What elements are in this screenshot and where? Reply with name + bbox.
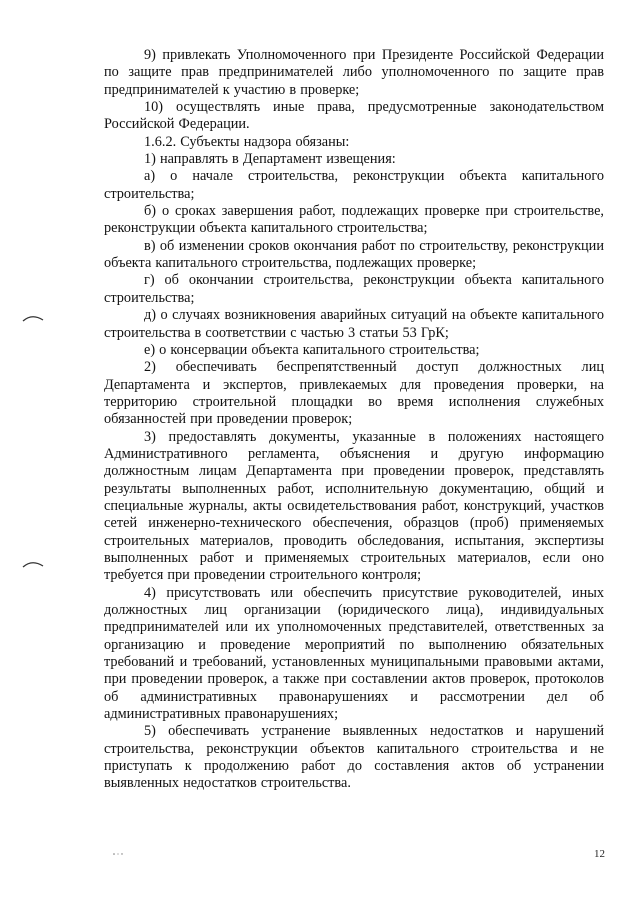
- paragraph: 1) направлять в Департамент извещения:: [144, 151, 396, 168]
- paragraph: д) о случаях возникновения аварийных ситуаций на объекте капитального строительства в соответствии с частью 3 статьи 53 ГрК;: [104, 307, 604, 341]
- paragraph: 4) присутствовать или обеспечить присутствие руководителей, иных должностных лиц организации (юридического лица), индивидуальных предпринимателей или их уполномоченных представителей, ответственных за организацию и проведение мероприятий по выполнению обязательных требований и требований, установленных муниципальными правовыми актами, при проведении проверок, а также при составлении актов проверок, протоколов об административных правонарушениях и рассмотрении дел об административных правонарушениях;: [104, 584, 604, 723]
- document-body: [104, 47, 604, 793]
- paragraph: е) о консервации объекта капитального строительства;: [144, 341, 480, 358]
- scan-smudge: [112, 852, 126, 856]
- page-number: 12: [594, 848, 605, 860]
- paragraph: 10) осуществлять иные права, предусмотренные законодательством Российской Федерации.: [104, 99, 604, 133]
- paragraph: б) о сроках завершения работ, подлежащих проверке при строительстве, реконструкции объекта капитального строительства;: [104, 203, 604, 237]
- paragraph: 5) обеспечивать устранение выявленных недостатков и нарушений строительства, реконструкции объектов капитального строительства и не приступать к продолжению работ до составления актов об устранении выявленных недостатков строительства.: [104, 723, 604, 792]
- paragraph: 1.6.2. Субъекты надзора обязаны:: [144, 133, 350, 150]
- paragraph: 9) привлекать Уполномоченного при Президенте Российской Федерации по защите прав предпринимателей либо уполномоченного по защите прав предпринимателей к участию в проверке;: [104, 47, 604, 98]
- paragraph: 2) обеспечивать беспрепятственный доступ должностных лиц Департамента и экспертов, привлекаемых для проведения проверки, на территорию строительной площадки во время исполнения служебных обязанностей при проведении проверок;: [104, 359, 604, 428]
- paragraph: г) об окончании строительства, реконструкции объекта капитального строительства;: [104, 272, 604, 306]
- paragraph: а) о начале строительства, реконструкции объекта капитального строительства;: [104, 168, 604, 202]
- margin-hole-punch-mark: [22, 312, 44, 324]
- paragraph: 3) предоставлять документы, указанные в положениях настоящего Административного регламента, объяснения и другую информацию должностным лицам Департамента при проведении проверок, представлять результаты выполненных работ, исполнительную документацию, общий и специальные журналы, акты освидетельствования работ, конструкций, участков сетей инженерно-технического обеспечения, образцов (проб) применяемых строительных материалов, проводить обследования, испытания, экспертизы выполненных работ и применяемых строительных материалов, если оно требуется при проведении строительного контроля;: [104, 428, 604, 584]
- paragraph: в) об изменении сроков окончания работ по строительству, реконструкции объекта капитального строительства, подлежащих проверке;: [104, 237, 604, 272]
- margin-hole-punch-mark: [22, 558, 44, 570]
